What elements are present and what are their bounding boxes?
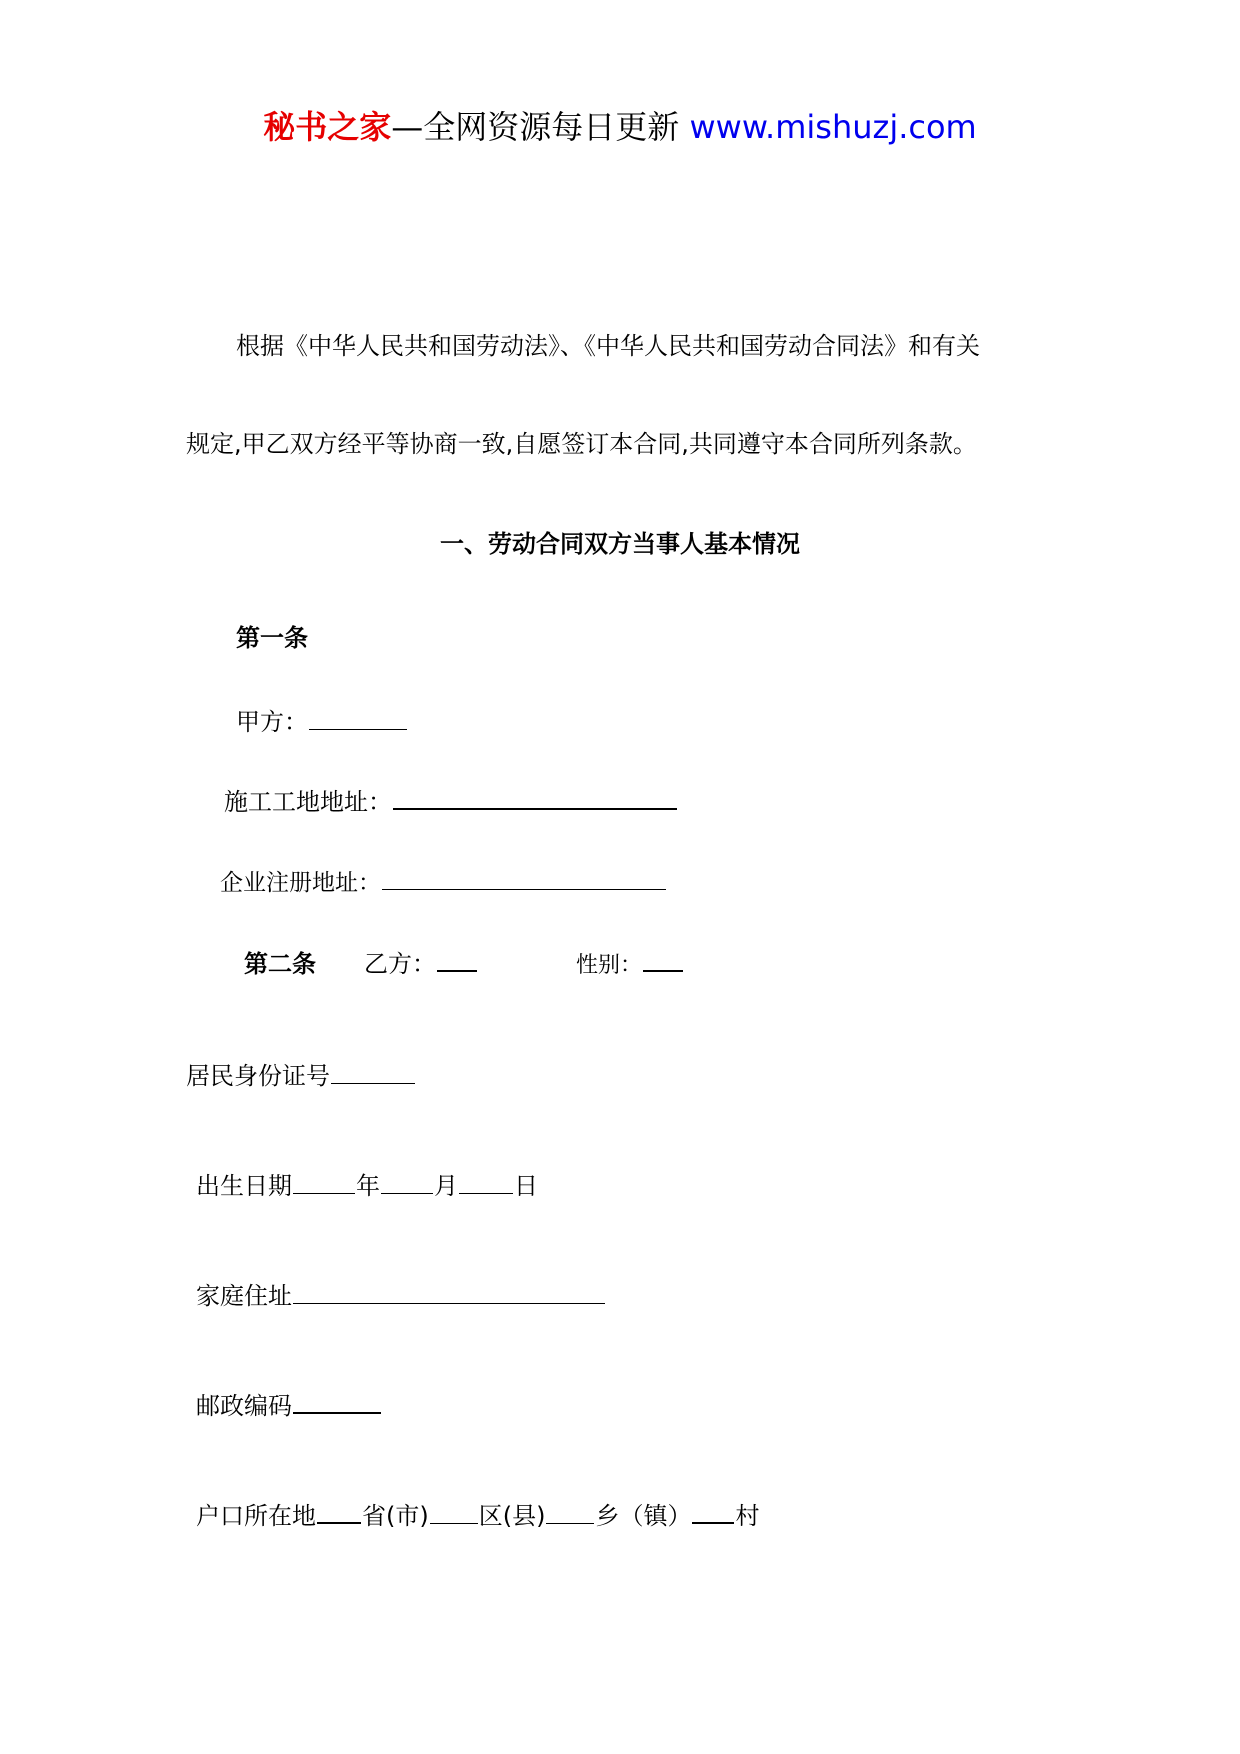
article-2-row bbox=[244, 944, 316, 979]
province-label: 省(市) bbox=[362, 1502, 429, 1530]
party-b-field bbox=[364, 944, 478, 979]
page-header bbox=[0, 102, 1240, 148]
village-label: 村 bbox=[735, 1502, 760, 1530]
site-address-label: 施工工地地址： bbox=[224, 788, 392, 816]
home-address-blank[interactable] bbox=[293, 1279, 605, 1304]
id-number-label: 居民身份证号 bbox=[186, 1062, 330, 1090]
intro-line-1: 根据《中华人民共和国劳动法》、《中华人民共和国劳动合同法》和有关 bbox=[236, 332, 980, 360]
party-b-label: 乙方： bbox=[364, 950, 436, 978]
birth-year-blank[interactable] bbox=[293, 1169, 355, 1194]
intro-line-2: 规定,甲乙双方经平等协商一致,自愿签订本合同,共同遵守本合同所列条款。 bbox=[186, 430, 977, 458]
party-b-blank[interactable] bbox=[437, 946, 477, 972]
postal-code-label: 邮政编码 bbox=[196, 1392, 292, 1420]
article-2-label: 第二条 bbox=[244, 950, 316, 978]
gender-field bbox=[576, 946, 684, 979]
gender-label: 性别： bbox=[576, 953, 643, 978]
year-label: 年 bbox=[356, 1172, 380, 1200]
village-blank[interactable] bbox=[692, 1498, 734, 1524]
site-address-field bbox=[224, 782, 678, 817]
home-address-field bbox=[196, 1276, 606, 1311]
party-a-blank[interactable] bbox=[309, 705, 407, 730]
township-label: 乡（镇） bbox=[595, 1502, 692, 1530]
township-blank[interactable] bbox=[546, 1499, 594, 1524]
postal-code-field bbox=[196, 1386, 382, 1421]
province-blank[interactable] bbox=[317, 1498, 361, 1524]
party-a-field bbox=[236, 702, 408, 737]
section-title: 一、劳动合同双方当事人基本情况 bbox=[440, 530, 800, 558]
district-blank[interactable] bbox=[430, 1499, 478, 1524]
birth-month-blank[interactable] bbox=[381, 1169, 433, 1194]
brand-name: 秘书之家 bbox=[263, 108, 392, 146]
hukou-label: 户口所在地 bbox=[196, 1502, 316, 1530]
birth-date-field bbox=[196, 1166, 538, 1201]
id-number-field bbox=[186, 1056, 416, 1091]
party-a-label: 甲方： bbox=[236, 708, 308, 736]
day-label: 日 bbox=[514, 1172, 538, 1200]
gender-blank[interactable] bbox=[643, 946, 683, 972]
site-address-blank[interactable] bbox=[393, 784, 677, 810]
registered-address-blank[interactable] bbox=[382, 865, 666, 890]
id-number-blank[interactable] bbox=[331, 1059, 415, 1084]
postal-code-blank[interactable] bbox=[293, 1388, 381, 1414]
header-tagline: —全网资源每日更新 bbox=[391, 108, 690, 146]
article-1-label: 第一条 bbox=[236, 624, 308, 652]
registered-address-label: 企业注册地址： bbox=[220, 870, 381, 896]
birth-date-label: 出生日期 bbox=[196, 1172, 292, 1200]
district-label: 区(县) bbox=[478, 1502, 546, 1530]
month-label: 月 bbox=[434, 1172, 458, 1200]
hukou-field bbox=[196, 1496, 759, 1531]
site-url-link[interactable]: www.mishuzj.com bbox=[689, 108, 977, 146]
birth-day-blank[interactable] bbox=[459, 1169, 513, 1194]
home-address-label: 家庭住址 bbox=[196, 1282, 292, 1310]
registered-address-field bbox=[220, 864, 667, 897]
